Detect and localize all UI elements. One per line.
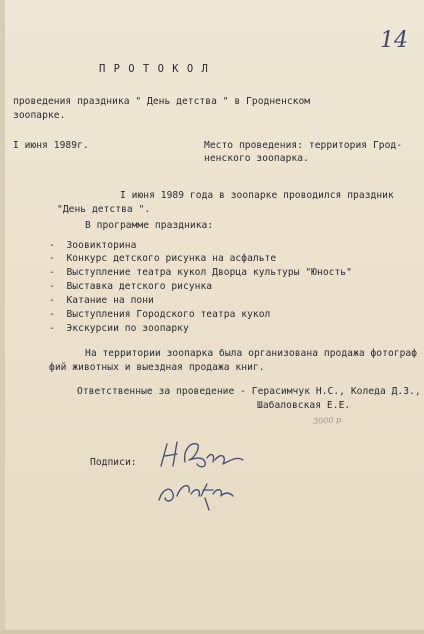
program-item: - Выступления Городского театра кукол — [49, 309, 271, 320]
responsible-line-2: Шабаловская Е.Е. — [257, 400, 351, 411]
program-item: - Выставка детского рисунка — [49, 281, 213, 292]
pencil-note: 3000 р. — [312, 414, 344, 427]
page-edge-left — [0, 0, 5, 634]
program-item: - Зоовикторина — [49, 240, 137, 251]
sales-line-1: На территории зоопарка была организована продажа фотограф — [85, 348, 418, 359]
sales-line-2: фий животных и выездная продажа книг. — [49, 362, 265, 373]
event-date: I июня 1989г. — [13, 140, 89, 151]
place-line-2: ненского зоопарка. — [204, 153, 309, 164]
handwritten-signatures — [155, 438, 265, 513]
signatures-label: Подписи: — [90, 457, 137, 468]
program-item: - Выступление театра кукол Дворца культуры "Юность" — [49, 267, 352, 278]
program-item: - Катание на пони — [49, 295, 154, 306]
body-line-2: "День детства ". — [57, 204, 151, 215]
responsible-line-1: Ответственные за проведение - Герасимчук Н.С., Коледа Д.З., — [77, 386, 421, 397]
intro-line-1: проведения праздника " День детства " в Гродненском — [13, 96, 311, 107]
intro-line-2: зоопарке. — [13, 110, 66, 121]
body-line-3: В программе праздника: — [85, 220, 214, 231]
document-title: П Р О Т О К О Л — [99, 63, 209, 75]
program-item: - Конкурс детского рисунка на асфальте — [49, 253, 277, 264]
page-edge-bottom — [0, 630, 424, 634]
signature-1 — [161, 442, 243, 467]
body-line-1: I июня 1989 года в зоопарке проводился праздник — [120, 190, 394, 201]
signature-2 — [159, 484, 233, 510]
program-item: - Экскурсии по зоопарку — [49, 323, 189, 334]
page-number: 14 — [380, 28, 408, 53]
place-line-1: Место проведения: территория Грод- — [204, 140, 403, 151]
